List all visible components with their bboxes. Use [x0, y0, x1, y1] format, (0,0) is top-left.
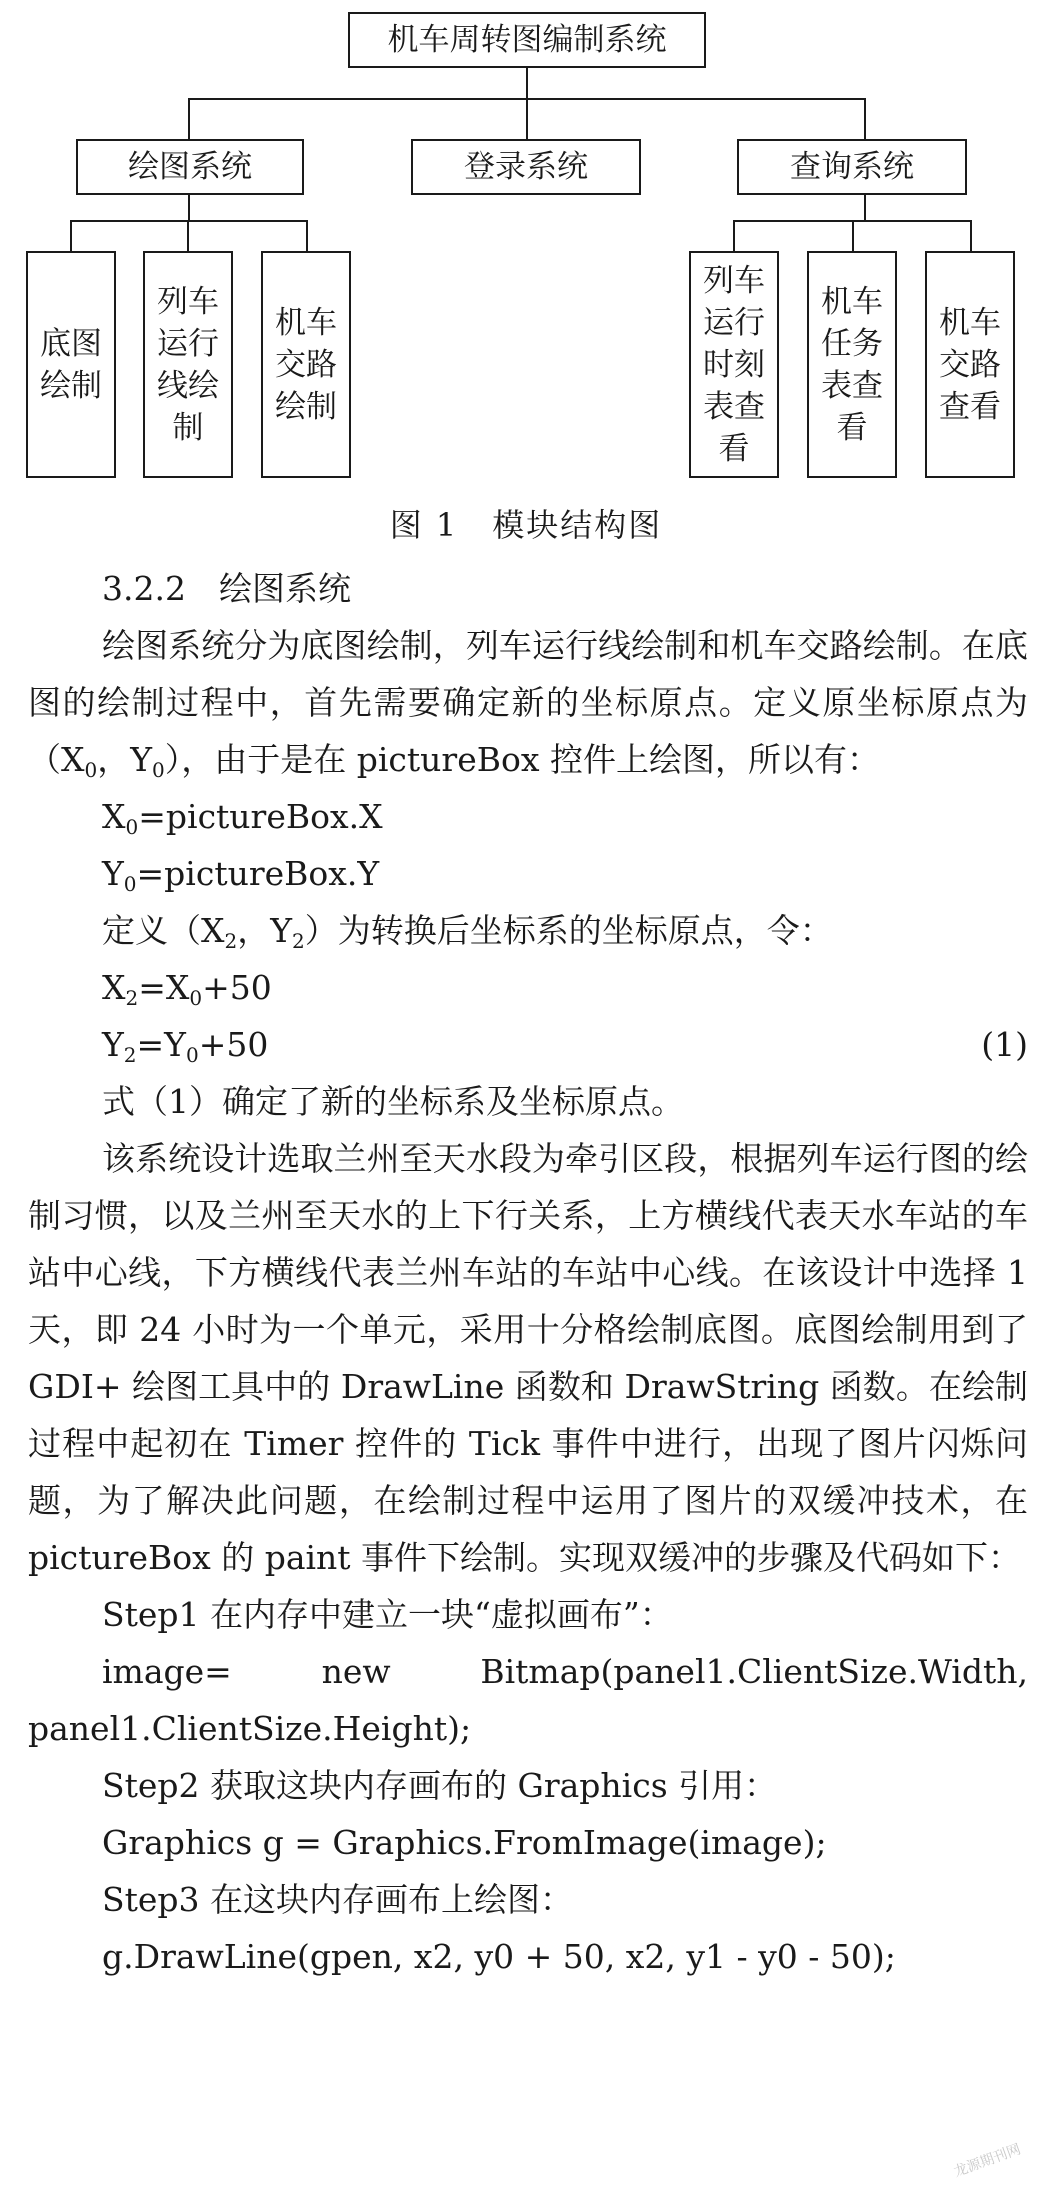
connector [526, 68, 528, 99]
node-train-line-drawing [143, 251, 233, 478]
root-node-label: 机车周转图编制系统 [387, 22, 667, 58]
connector [864, 195, 866, 221]
equation-remark: 式（1）确定了新的坐标系及坐标原点。 [102, 1082, 684, 1121]
text-run: =Y [136, 1025, 186, 1064]
node-label-line: 运行 [157, 325, 219, 362]
code-3: g.DrawLine(gpen, x2, y0 + 50, x2, y1 - y0 - 50); [102, 1937, 896, 1976]
equation-y2 [28, 1016, 1028, 1073]
node-label-line: 制 [172, 409, 204, 446]
text-run: Y [102, 1025, 124, 1064]
node-label: 绘图系统 [128, 149, 252, 185]
connector [526, 98, 528, 140]
article-body [28, 560, 1028, 1985]
node-label-line: 机车 [275, 304, 337, 341]
node-label-line: 查看 [939, 388, 1001, 425]
node-train-timetable-view [689, 251, 779, 478]
text-run: 绘图系统分为底图绘制，列车运行线绘制和机车交路绘制。在底图的绘制过程中，首先需要确定新的坐标原点。定义原坐标原点为（X [28, 626, 1028, 779]
subscript: 2 [123, 1043, 137, 1067]
node-label-line: 表查 [703, 388, 765, 425]
connector [188, 98, 190, 140]
connector [733, 220, 735, 252]
watermark: 龙源期刊网 [951, 2141, 1023, 2181]
node-label-line: 交路 [275, 346, 337, 383]
text-run: +50 [202, 968, 272, 1007]
node-locomotive-task-view [807, 251, 897, 478]
node-label-line: 绘制 [40, 367, 102, 404]
equation-number: (1) [981, 1025, 1028, 1064]
root-node [348, 12, 706, 68]
section-heading: 3.2.2 绘图系统 [102, 569, 351, 608]
node-locomotive-route-drawing [261, 251, 351, 478]
node-login-system [411, 139, 641, 195]
equation-y0 [28, 845, 1028, 902]
text-run: ）为转换后坐标系的坐标原点，令： [304, 911, 833, 950]
subscript: 2 [292, 929, 305, 953]
connector [188, 195, 190, 221]
node-label-line: 交路 [939, 346, 1001, 383]
text-run: X [102, 797, 126, 836]
connector [187, 220, 189, 252]
subscript: 0 [123, 872, 137, 896]
node-locomotive-route-view [925, 251, 1015, 478]
subscript: 0 [189, 986, 203, 1010]
node-label-line: 底图 [40, 325, 102, 362]
code-2: Graphics g = Graphics.FromImage(image); [102, 1823, 827, 1862]
node-label-line: 线绘 [157, 367, 219, 404]
code-1: image= new Bitmap(panel1.ClientSize.Width, panel1.ClientSize.Height); [28, 1652, 1028, 1748]
connector [70, 220, 72, 252]
node-label-line: 看 [836, 409, 868, 446]
node-base-map-drawing [26, 251, 116, 478]
text-run: +50 [198, 1025, 269, 1064]
connector [864, 98, 866, 140]
node-label-line: 看 [718, 430, 750, 467]
node-label-line: 表查 [821, 367, 883, 404]
subscript: 0 [125, 815, 139, 839]
step-2: Step2 获取这块内存画布的 Graphics 引用： [102, 1766, 778, 1805]
connector [70, 220, 308, 222]
text-run: ，Y [237, 911, 293, 950]
node-query-system [737, 139, 967, 195]
equation-x0 [28, 788, 1028, 845]
text-run: Y [102, 854, 124, 893]
paragraph-1 [28, 617, 1028, 788]
node-label-line: 列车 [703, 262, 765, 299]
subscript: 2 [125, 986, 139, 1010]
step-1: Step1 在内存中建立一块“虚拟画布”： [102, 1595, 673, 1634]
subscript: 2 [224, 929, 238, 953]
node-label: 查询系统 [790, 149, 914, 185]
text-run: 定义（X [102, 911, 225, 950]
connector [970, 220, 972, 252]
text-run: =pictureBox.Y [136, 854, 380, 893]
node-label-line: 任务 [821, 325, 883, 362]
subscript: 0 [152, 758, 165, 782]
connector [852, 220, 854, 252]
text-run: X [102, 968, 126, 1007]
text-run: ），由于是在 pictureBox 控件上绘图，所以有： [164, 740, 880, 779]
node-drawing-system [76, 139, 304, 195]
equation-x2 [28, 959, 1028, 1016]
node-label-line: 机车 [821, 283, 883, 320]
paragraph-2: 该系统设计选取兰州至天水段为牵引区段，根据列车运行图的绘制习惯，以及兰州至天水的上下行关系，上方横线代表天水车站的车站中心线，下方横线代表兰州车站的车站中心线。在该设计中选择 1 天，即 24 小时为一个单元，采用十分格绘制底图。底图绘制用到了 GDI+ 绘图工具中的 DrawLine 函数和 DrawString 函数。在绘制过程中起初在 Timer 控件的 Tick 事件中进行，出现了图片闪烁问题，为了解决此问题，在绘制过程中运用了图片的双缓冲技术，在 pictureBox 的 paint 事件下绘制。实现双缓冲的步骤及代码如下： [28, 1139, 1028, 1577]
text-run: =X [138, 968, 190, 1007]
definition-line [28, 902, 1028, 959]
figure-caption: 图 1 模块结构图 [389, 506, 663, 544]
node-label-line: 运行 [703, 304, 765, 341]
subscript: 0 [84, 758, 98, 782]
text-run: ，Y [97, 740, 153, 779]
subscript: 0 [185, 1043, 199, 1067]
node-label-line: 时刻 [703, 346, 765, 383]
node-label-line: 列车 [157, 283, 219, 320]
step-3: Step3 在这块内存画布上绘图： [102, 1880, 574, 1919]
text-run: =pictureBox.X [138, 797, 383, 836]
node-label-line: 机车 [939, 304, 1001, 341]
connector [306, 220, 308, 252]
node-label: 登录系统 [464, 149, 588, 185]
node-label-line: 绘制 [275, 388, 337, 425]
